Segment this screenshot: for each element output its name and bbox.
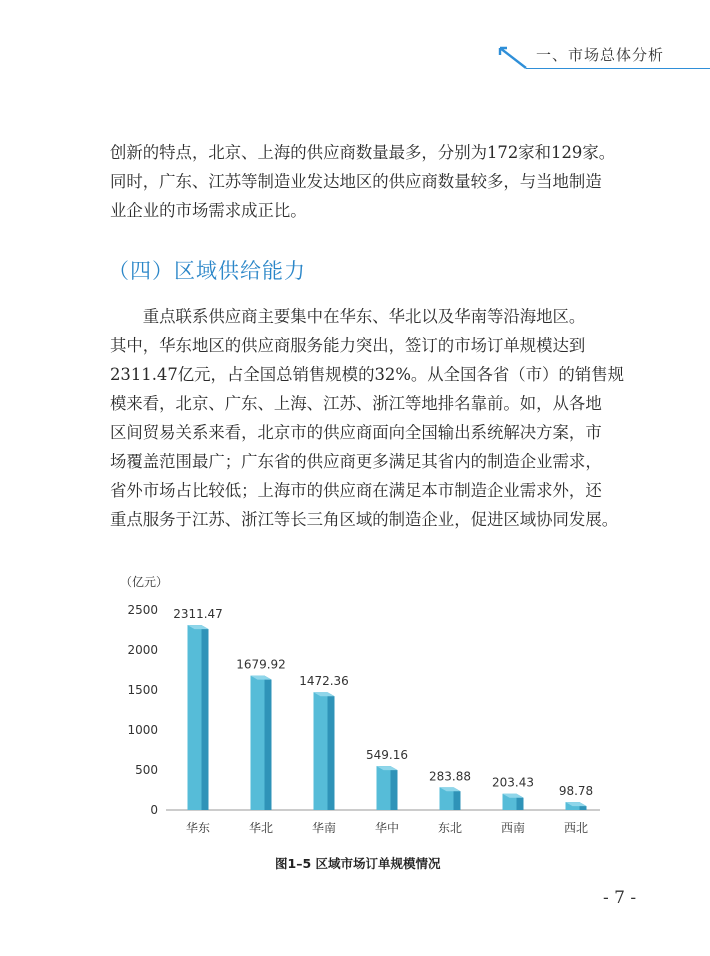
x-tick-label: 西南 <box>500 821 526 835</box>
paragraph-line: 其中，华东地区的供应商服务能力突出，签订的市场订单规模达到 <box>110 336 586 355</box>
section-title: （四）区域供给能力 <box>108 259 306 283</box>
y-tick-label: 2500 <box>127 603 158 617</box>
data-label: 1472.36 <box>299 674 349 689</box>
paragraph-line: 省外市场占比较低；上海市的供应商在满足本市制造企业需求外，还 <box>110 481 602 500</box>
paragraph-line: 模来看，北京、广东、上海、江苏、浙江等地排名靠前。如，从各地 <box>110 394 602 413</box>
bar-side <box>391 766 398 810</box>
paragraph-1 <box>110 138 630 225</box>
x-tick-label: 华中 <box>374 821 400 835</box>
paragraph-line: 2311.47亿元，占全国总销售规模的32%。从全国各省（市）的销售规 <box>110 365 624 384</box>
header-rule <box>526 68 710 69</box>
y-tick-label: 0 <box>150 803 158 817</box>
data-label: 1679.92 <box>236 657 286 672</box>
bar-front <box>188 625 202 810</box>
paragraph-line: 创新的特点，北京、上海的供应商数量最多，分别为172家和129家。 <box>110 143 616 162</box>
data-label: 283.88 <box>429 769 471 784</box>
paragraph-line: 重点联系供应商主要集中在华东、华北以及华南等沿海地区。 <box>110 307 586 326</box>
page-number: - 7 - <box>603 888 637 908</box>
bar-chart <box>100 566 620 842</box>
bar-front <box>377 766 391 810</box>
corner-arrow-icon <box>496 44 528 70</box>
paragraph-2 <box>110 302 630 534</box>
paragraph-line: 同时，广东、江苏等制造业发达地区的供应商数量较多，与当地制造 <box>110 172 602 191</box>
running-header <box>496 44 710 70</box>
paragraph-line: 场覆盖范围最广；广东省的供应商更多满足其省内的制造企业需求， <box>110 452 602 471</box>
data-label: 2311.47 <box>173 607 223 622</box>
y-tick-label: 1500 <box>127 683 158 697</box>
x-tick-label: 西北 <box>563 821 589 835</box>
bar-side <box>265 676 272 810</box>
bar-side <box>328 692 335 810</box>
x-tick-label: 东北 <box>437 821 463 835</box>
chart-caption: 图1–5 区域市场订单规模情况 <box>275 856 441 871</box>
paragraph-line: 重点服务于江苏、浙江等长三角区域的制造企业，促进区域协同发展。 <box>110 510 619 529</box>
x-tick-label: 华东 <box>185 821 211 835</box>
paragraph-line: 区间贸易关系来看，北京市的供应商面向全国输出系统解决方案，市 <box>110 423 602 442</box>
data-label: 203.43 <box>492 775 534 790</box>
data-label: 98.78 <box>558 784 594 799</box>
x-tick-label: 华南 <box>311 821 337 835</box>
y-tick-label: 2000 <box>127 643 158 657</box>
bar-side <box>202 625 209 810</box>
bar-front <box>314 692 328 810</box>
y-tick-label: 1000 <box>127 723 158 737</box>
bar-front <box>251 676 265 810</box>
paragraph-line: 业企业的市场需求成正比。 <box>110 201 307 220</box>
header-section-label: 一、市场总体分析 <box>536 46 665 64</box>
data-label: 549.16 <box>366 748 408 763</box>
unit-label: （亿元） <box>120 575 169 589</box>
y-tick-label: 500 <box>135 763 158 777</box>
x-tick-label: 华北 <box>248 821 274 835</box>
